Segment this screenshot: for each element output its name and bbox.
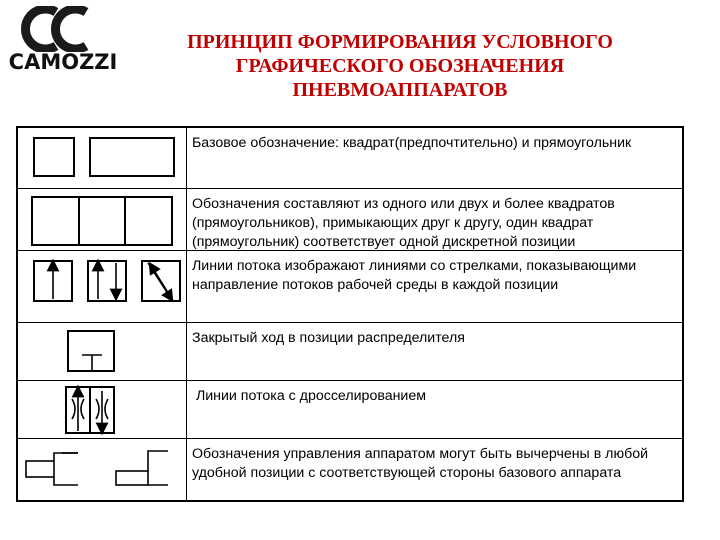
symbols-table — [16, 126, 684, 502]
row-text: Обозначения составляют из одного или двух и более квадратов (прямоугольников), примыкающих друг к другу, один квадрат (прямоугольник) соответствует одной дискретной позиции — [192, 196, 615, 250]
throttled-flow-icon — [18, 381, 186, 439]
control-symbols-icon — [18, 439, 186, 503]
row-text: Базовое обозначение: квадрат(предпочтительно) и прямоугольник — [192, 135, 632, 151]
row-text: Обозначения управления аппаратом могут быть вычерчены в любой удобной позиции с соответствующей стороны базового аппарата — [192, 446, 649, 481]
page-title — [130, 30, 670, 102]
closed-port-icon — [18, 323, 186, 381]
title-line-1: ПРИНЦИП ФОРМИРОВАНИЯ УСЛОВНОГО — [187, 31, 613, 53]
camozzi-logo — [4, 6, 122, 74]
row-text: Линии потока с дросселированием — [192, 388, 427, 404]
flow-lines-cell — [18, 251, 186, 323]
table-row-flow-lines — [18, 250, 682, 323]
base-symbol-cell — [18, 128, 186, 188]
table-row-control — [18, 438, 682, 503]
three-adjacent-squares-icon — [18, 189, 186, 251]
row-text: Линии потока изображают линиями со стрелками, показывающими направление потоков рабочей среды в каждой позиции — [192, 258, 637, 293]
closed-port-cell — [18, 323, 186, 381]
throttled-flow-cell — [18, 381, 186, 439]
table-row-base-symbol — [18, 128, 682, 188]
logo-brand-text: CAMOZZI — [8, 50, 118, 74]
table-row-closed-port — [18, 322, 682, 381]
title-line-2: ГРАФИЧЕСКОГО ОБОЗНАЧЕНИЯ — [235, 55, 565, 77]
camozzi-cc-logo-icon — [4, 6, 122, 52]
table-row-adjacent-squares — [18, 188, 682, 251]
flow-lines-arrows-icon — [18, 251, 186, 323]
square-rectangle-icon — [18, 128, 186, 188]
adjacent-squares-cell — [18, 189, 186, 251]
control-cell — [18, 439, 186, 503]
row-text: Закрытый ход в позиции распределителя — [192, 330, 465, 346]
table-row-throttled-flow — [18, 380, 682, 439]
title-line-3: ПНЕВМОАППАРАТОВ — [292, 79, 508, 101]
